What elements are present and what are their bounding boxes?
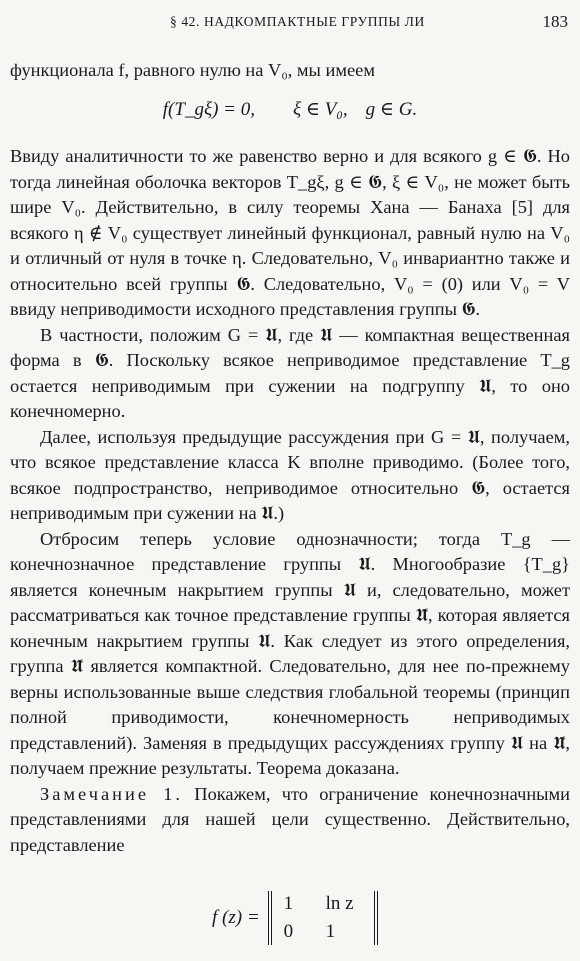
running-title: § 42. НАДКОМПАКТНЫЕ ГРУППЫ ЛИ	[170, 14, 425, 29]
equation-condition-xi: ξ ∈ V₀,	[293, 98, 348, 120]
matrix-cell: 0	[283, 921, 294, 942]
body-text	[10, 58, 570, 858]
page-header	[0, 14, 580, 38]
paragraph-remark	[10, 782, 570, 859]
matrix-formula	[212, 885, 378, 951]
equation-condition-g: g ∈ G.	[365, 98, 418, 120]
page-number: 183	[542, 12, 568, 31]
formula-lhs: f (z) =	[212, 907, 260, 928]
equation-lhs: f(T_gξ) = 0,	[162, 98, 255, 120]
matrix-cell: 1	[325, 921, 336, 942]
matrix-cell: 1	[283, 893, 294, 914]
paragraph-intro: функционала f, равного нулю на V₀, мы имеем	[10, 60, 375, 80]
matrix	[268, 891, 378, 945]
matrix-cell: ln z	[325, 893, 354, 914]
equation	[10, 97, 570, 123]
paragraph-multivalued: Отбросим теперь условие однозначности; тогда T_g — конечнозначное представление группы 𝖀. Многообразие {T_g} является конечным накрытием группы 𝖀 и, следовательно, может рассматриваться как точное представление группы 𝖀̃, которая является конечным накрытием группы 𝖀. Как следует из этого определения, группа 𝖀̃ является компактной. Следовательно, для нее по-прежнему верны использованные выше следствия глобальной теоремы (принцип полной приводимости, конечномерность неприводимых представлений). Заменяя в предыдущих рассуждениях группу 𝖀 на 𝖀̃, получаем прежние результаты. Теорема доказана.	[10, 528, 570, 778]
remark-heading: Замечание 1.	[40, 783, 184, 804]
remark-text: Покажем, что ограничение конечнозначными представлениями для нашей цели существенно. Действительно, представление	[10, 783, 570, 855]
paragraph-analyticity: Ввиду аналитичности то же равенство верно и для всякого g ∈ 𝕲. Но тогда линейная оболочка векторов T_gξ, g ∈ 𝕲, ξ ∈ V₀, не может быть шире V₀. Действительно, в силу теоремы Хана — Банаха [5] для всякого η ∉ V₀ существует линейный функционал, равный нулю на V₀ и отличный от нуля в точке η. Следовательно, V₀ инвариантно также и относительно всей группы 𝕲. Следовательно, V₀ = (0) или V₀ = V ввиду неприводимости исходного представления группы 𝕲.	[10, 146, 570, 319]
paragraph-compact-form: В частности, положим G = 𝖀, где 𝖀 — компактная вещественная форма в 𝕲. Поскольку всякое неприводимое представление T_g остается неприводимым при сужении на подгруппу 𝖀, то оно конечномерно.	[10, 324, 570, 421]
paragraph-complete-reducibility: Далее, используя предыдущие рассуждения при G = 𝖀, получаем, что всякое представление класса K вполне приводимо. (Более того, всякое подпространство, неприводимое относительно 𝕲, остается неприводимым при сужении на 𝖀.)	[10, 426, 570, 523]
